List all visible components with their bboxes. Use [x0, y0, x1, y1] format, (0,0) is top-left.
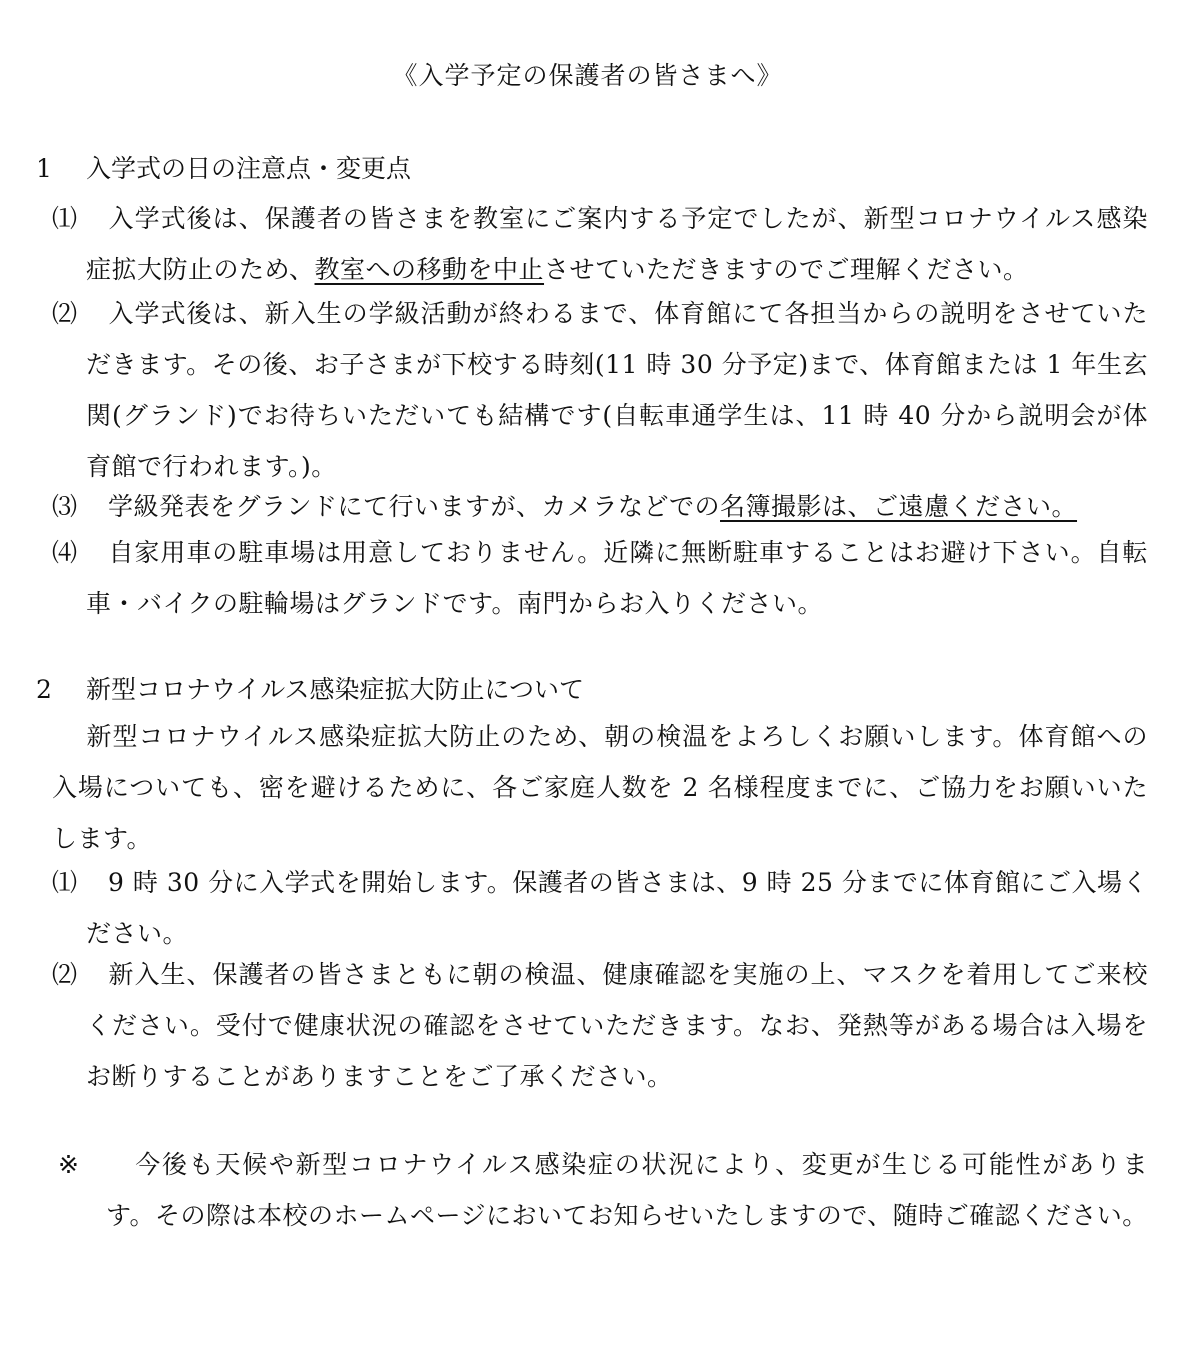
section-2-intro [52, 711, 1148, 864]
item-marker: ⑴ [52, 204, 78, 233]
item-text: 学級発表をグランドにて行いますが、カメラなどでの [108, 492, 721, 521]
section-1-item-3 [52, 481, 1148, 532]
section-1-item-2 [52, 288, 1148, 492]
item-text-end: させていただきますのでご理解ください。 [544, 255, 1029, 284]
item-text: 入学式後は、新入生の学級活動が終わるまで、体育館にて各担当からの説明をさせていただきます。その後、お子さまが下校する時刻(11 時 30 分予定)まで、体育館または 1 年生玄関(グランド)でお待ちいただいても結構です(自転車通学生は、11 時 40 分から説明会が体育館で行われます。)。 [86, 299, 1148, 481]
item-marker: ⑵ [52, 960, 78, 989]
closing-note [58, 1139, 1148, 1241]
intro-text: 新型コロナウイルス感染症拡大防止のため、朝の検温をよろしくお願いします。体育館への入場についても、密を避けるために、各ご家庭人数を 2 名様程度までに、ご協力をお願いいたします。 [52, 722, 1148, 853]
item-text: 自家用車の駐車場は用意しておりません。近隣に無断駐車することはお避け下さい。自転車・バイクの駐輪場はグランドです。南門からお入りください。 [86, 538, 1148, 618]
section-2-heading [36, 672, 584, 708]
item-marker: ⑶ [52, 492, 78, 521]
item-marker: ⑷ [52, 538, 78, 567]
item-marker: ⑴ [52, 868, 78, 897]
item-text: 9 時 30 分に入学式を開始します。保護者の皆さまは、9 時 25 分までに体育館にご入場ください。 [86, 868, 1148, 948]
section-1-heading [36, 151, 411, 187]
item-text: 新入生、保護者の皆さまともに朝の検温、健康確認を実施の上、マスクを着用してご来校ください。受付で健康状況の確認をさせていただきます。なお、発熱等がある場合は入場をお断りすることがありますことをご了承ください。 [86, 960, 1148, 1091]
section-2-item-1 [52, 857, 1148, 959]
underlined-notice: 教室への移動を中止 [314, 255, 545, 284]
section-2-number: 2 [36, 675, 52, 704]
note-text: 今後も天候や新型コロナウイルス感染症の状況により、変更が生じる可能性があります。その際は本校のホームページにおいてお知らせいたしますので、随時ご確認ください。 [106, 1150, 1148, 1230]
section-2-title: 新型コロナウイルス感染症拡大防止について [86, 675, 585, 704]
underlined-notice: 名簿撮影は、ご遠慮ください。 [720, 492, 1078, 521]
section-1-number: 1 [36, 154, 52, 183]
item-text: 入学式後は、保護者の皆さまを教室にご案内する予定でしたが、新型コロナウイルス感染症拡大防止のため、 [86, 204, 1148, 284]
item-marker: ⑵ [52, 299, 78, 328]
section-2-item-2 [52, 949, 1148, 1102]
section-1-title: 入学式の日の注意点・変更点 [86, 154, 412, 183]
section-1-item-1 [52, 193, 1148, 295]
section-1-item-4 [52, 527, 1148, 629]
document-title: 《入学予定の保護者の皆さまへ》 [392, 61, 783, 90]
note-marker: ※ [58, 1150, 79, 1179]
